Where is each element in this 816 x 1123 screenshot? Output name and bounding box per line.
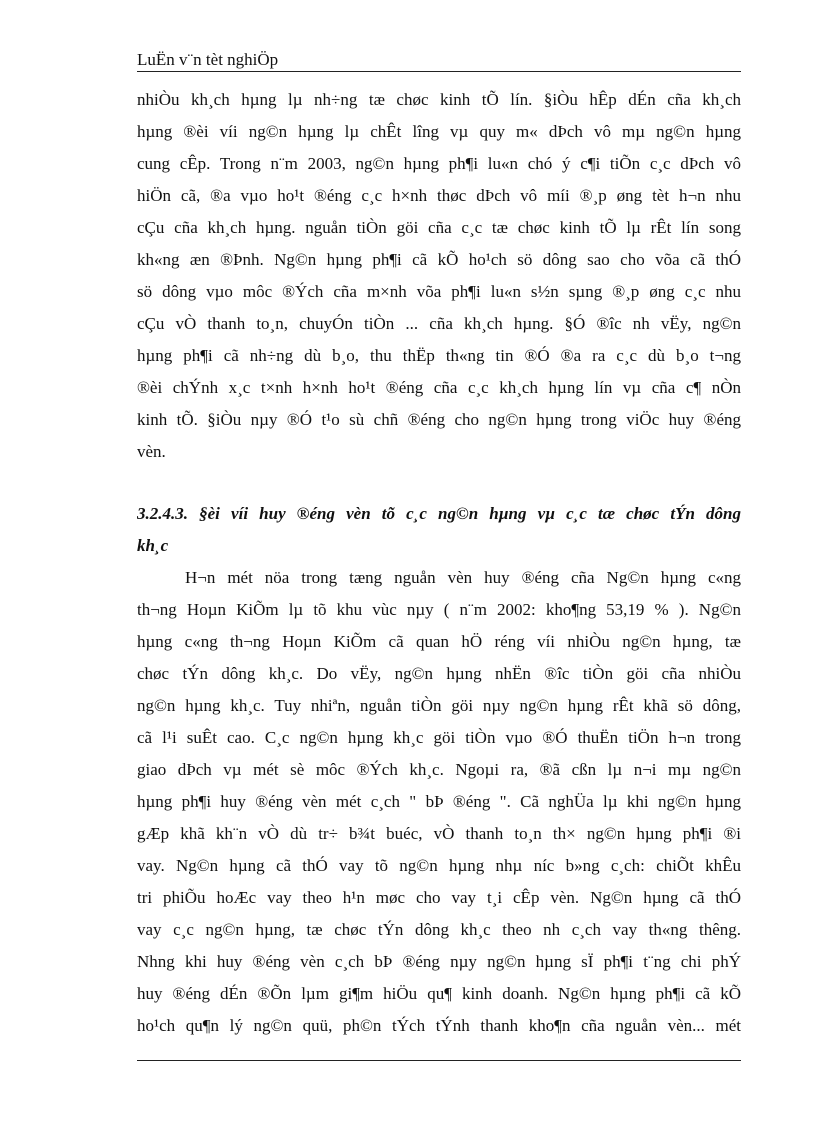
paragraph-line: ho¹ch qu¶n lý ng©n quü, ph©n tÝch tÝnh thanh kho¶n cña nguån vèn... mét — [137, 1016, 741, 1035]
paragraph-line: kinh tÕ. §iÒu nµy ®Ó t¹o sù chñ ®éng cho ng©n hµng trong viÖc huy ®éng — [137, 410, 741, 429]
paragraph-line: vèn. — [137, 442, 166, 461]
paragraph-line: hiÖn cã, ®a vµo ho¹t ®éng c¸c h×nh thøc dÞch vô míi ®¸p øng tèt h¬n nhu — [137, 186, 741, 205]
paragraph-line: hµng ®èi víi ng©n hµng lµ chÊt lîng vµ quy m« dÞch vô mµ ng©n hµng — [137, 122, 741, 141]
paragraph-line: th¬ng Hoµn KiÕm lµ tõ khu vùc nµy ( n¨m 2002: kho¶ng 53,19 % ). Ng©n — [137, 600, 741, 619]
body-text — [137, 84, 741, 1042]
section-heading — [137, 498, 741, 562]
paragraph-line: giao dÞch vµ mét sè môc ®Ých kh¸c. Ngoµi ra, ®ã cßn lµ n¬i mµ ng©n — [137, 760, 741, 779]
paragraph-line: cã l¹i suÊt cao. C¸c ng©n hµng kh¸c göi tiÒn vµo ®Ó thuËn tiÖn h¬n trong — [137, 728, 741, 747]
paragraph-line: vay. Ng©n hµng cã thÓ vay tõ ng©n hµng nhµ níc b»ng c¸ch: chiÕt khÊu — [137, 856, 741, 875]
paragraph-line: huy ®éng dÉn ®Õn lµm gi¶m hiÖu qu¶ kinh doanh. Ng©n hµng ph¶i cã kÕ — [137, 984, 741, 1003]
paragraph-line: kh«ng æn ®Þnh. Ng©n hµng ph¶i cã kÕ ho¹ch sö dông sao cho võa cã thÓ — [137, 250, 741, 269]
paragraph-line: ®èi chÝnh x¸c t×nh h×nh ho¹t ®éng cña c¸c kh¸ch hµng lín vµ cña c¶ nÒn — [137, 378, 741, 397]
paragraph-line: chøc tÝn dông kh¸c. Do vËy, ng©n hµng nhËn ®îc tiÒn göi cña nhiÒu — [137, 664, 741, 683]
section-heading-line: 3.2.4.3. §èi víi huy ®éng vèn tõ c¸c ng©n hµng vµ c¸c tæ chøc tÝn dông — [137, 504, 741, 523]
page-header-title: LuËn v¨n tèt nghiÖp — [137, 50, 279, 69]
paragraph-line: cung cÊp. Trong n¨m 2003, ng©n hµng ph¶i lu«n chó ý c¶i tiÕn c¸c dÞch vô — [137, 154, 741, 173]
paragraph-line: sö dông vµo môc ®Ých cña m×nh võa ph¶i lu«n s½n sµng ®¸p øng c¸c nhu — [137, 282, 741, 301]
paragraph-line: H¬n mét nöa trong tæng nguån vèn huy ®éng cña Ng©n hµng c«ng — [185, 568, 741, 587]
paragraph-line: cÇu cña kh¸ch hµng. nguån tiÒn göi cña c¸c tæ chøc kinh tÕ lµ rÊt lín song — [137, 218, 741, 237]
paragraph-line: hµng ph¶i cã nh÷ng dù b¸o, thu thËp th«ng tin ®Ó ®a ra c¸c dù b¸o t¬ng — [137, 346, 741, 365]
paragraph-2 — [137, 562, 741, 1042]
paragraph-line: hµng ph¶i huy ®éng vèn mét c¸ch " bÞ ®éng ". Cã nghÜa lµ khi ng©n hµng — [137, 792, 741, 811]
footer-divider — [137, 1060, 741, 1061]
paragraph-line: tri phiÕu hoÆc vay theo h¹n møc cho vay t¸i cÊp vèn. Ng©n hµng cã thÓ — [137, 888, 741, 907]
section-heading-line: kh¸c — [137, 536, 169, 555]
paragraph-line: nhiÒu kh¸ch hµng lµ nh÷ng tæ chøc kinh tÕ lín. §iÒu hÊp dÉn cña kh¸ch — [137, 90, 741, 109]
paragraph-line: Nhng khi huy ®éng vèn c¸ch bÞ ®éng nµy ng©n hµng sÏ ph¶i t¨ng chi phÝ — [137, 952, 741, 971]
header-divider — [137, 71, 741, 72]
paragraph-line: gÆp khã kh¨n vÒ dù tr÷ b¾t buéc, vÒ thanh to¸n th× ng©n hµng ph¶i ®i — [137, 824, 741, 843]
paragraph-line: ng©n hµng kh¸c. Tuy nhiªn, nguån tiÒn göi nµy ng©n hµng rÊt khã sö dông, — [137, 696, 741, 715]
paragraph-line: cÇu vÒ thanh to¸n, chuyÓn tiÒn ... cña kh¸ch hµng. §Ó ®îc nh vËy, ng©n — [137, 314, 741, 333]
paragraph-line: vay c¸c ng©n hµng, tæ chøc tÝn dông kh¸c theo nh c¸ch vay th«ng thêng. — [137, 920, 741, 939]
paragraph-line: hµng c«ng th¬ng Hoµn KiÕm cã quan hÖ réng víi nhiÒu ng©n hµng, tæ — [137, 632, 741, 651]
paragraph-1 — [137, 84, 741, 468]
